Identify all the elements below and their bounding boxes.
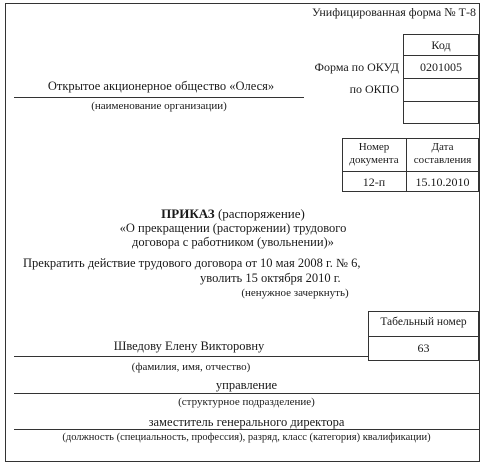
order-title-sub: (распоряжение): [217, 206, 305, 221]
employee-position: заместитель генерального директора: [148, 415, 345, 429]
organization-name: Открытое акционерное общество «Олеся»: [47, 79, 275, 93]
employee-department-caption: (структурное подразделение): [178, 396, 315, 408]
doc-date-header-line1: Дата: [431, 141, 454, 153]
order-title-main: ПРИКАЗ: [161, 206, 215, 221]
doc-number-header-line1: Номер: [358, 141, 390, 153]
body-line1: Прекратить действие трудового договора от 10 мая 2008 г. № 6,: [23, 256, 361, 270]
form-label: Унифицированная форма № Т-8: [311, 5, 476, 19]
organization-caption: (наименование организации): [91, 100, 227, 112]
employee-name-caption: (фамилия, имя, отчество): [131, 361, 251, 373]
okud-value: 0201005: [420, 60, 462, 74]
tabel-value: 63: [417, 341, 430, 355]
code-header: Код: [431, 38, 451, 52]
organization-underline: [14, 97, 304, 98]
doc-number-value: 12-п: [362, 175, 386, 189]
body-note: (ненужное зачеркнуть): [241, 287, 349, 299]
order-title: [60, 207, 406, 220]
doc-date-value: 15.10.2010: [415, 175, 470, 189]
employee-position-caption: (должность (специальность, профессия), разряд, класс (категория) квалификации): [62, 432, 431, 443]
order-title-line2: «О прекращении (расторжении) трудового: [119, 221, 347, 235]
okud-label: Форма по ОКУД: [314, 60, 399, 74]
doc-number-header-line2: документа: [349, 154, 399, 166]
okpo-label: по ОКПО: [349, 82, 399, 96]
doc-date-header-line2: составления: [413, 154, 472, 166]
tabel-header: Табельный номер: [380, 316, 467, 328]
body-line2: уволить 15 октября 2010 г.: [200, 271, 341, 285]
employee-name: Шведову Елену Викторовну: [113, 339, 265, 353]
order-title-line3: договора с работником (увольнении)»: [132, 235, 334, 249]
employee-department: управление: [215, 378, 278, 392]
